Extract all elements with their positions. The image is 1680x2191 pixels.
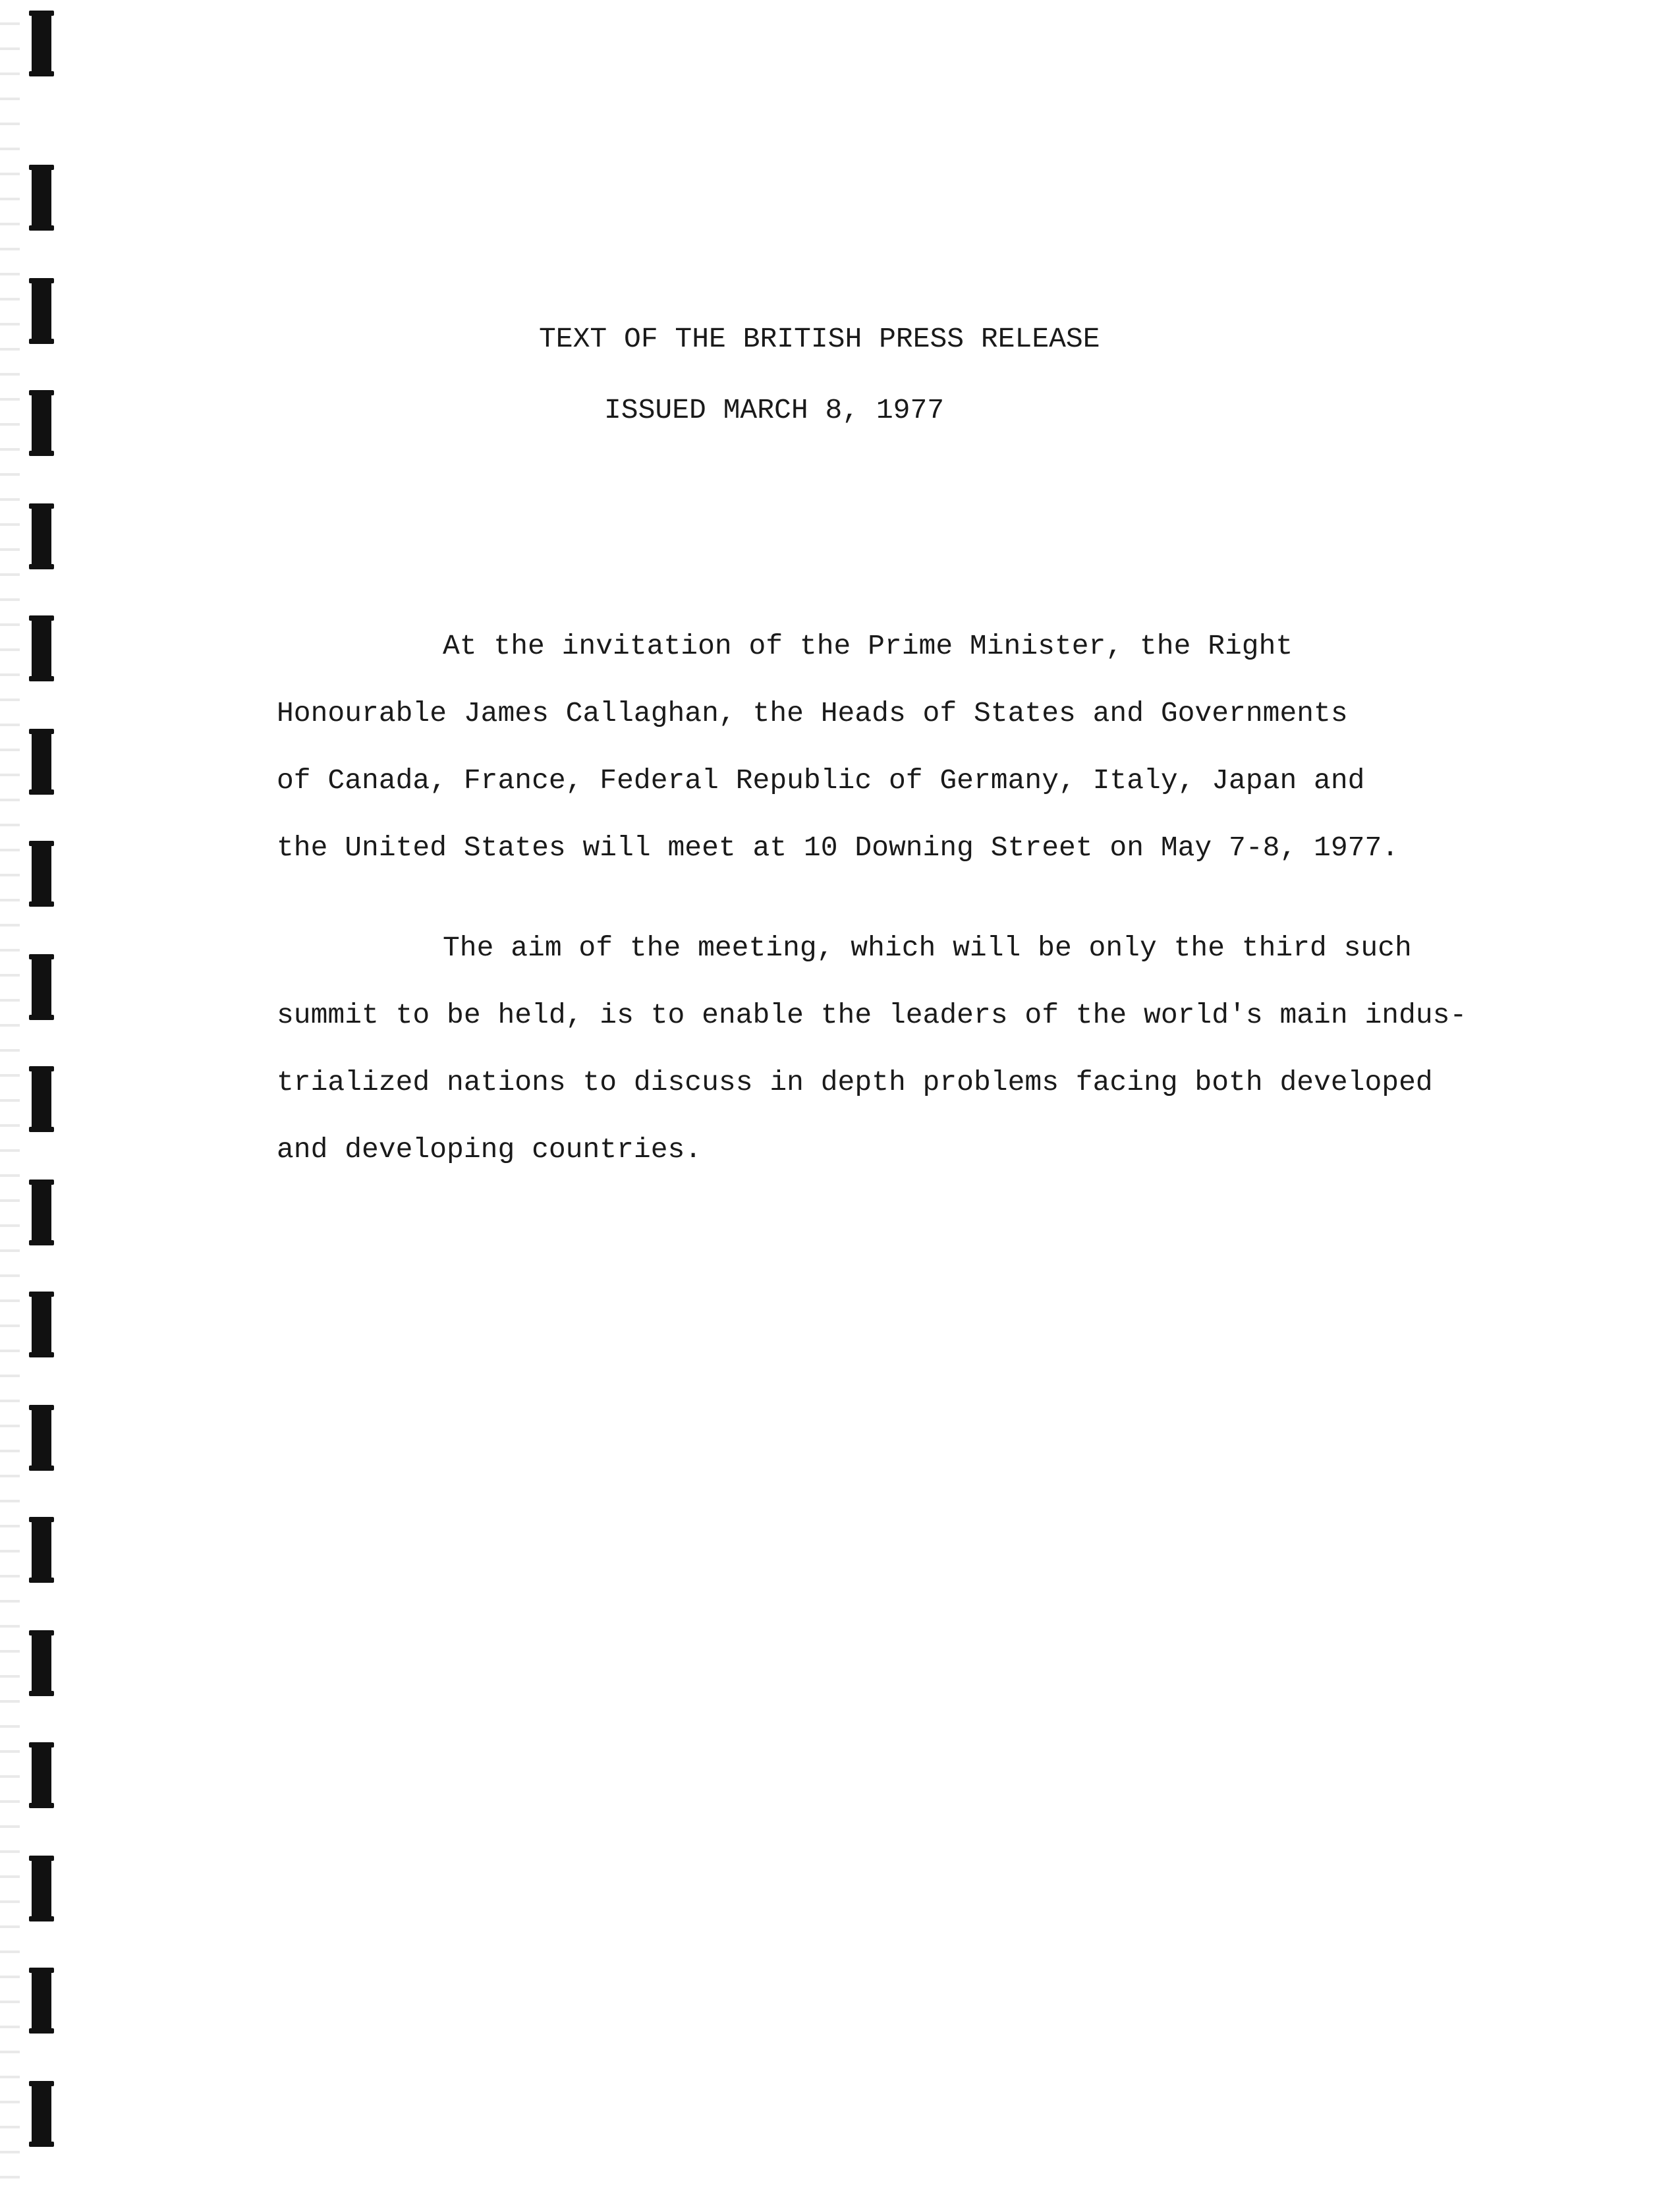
binder-mark [32, 278, 51, 344]
binder-mark [32, 165, 51, 231]
binder-mark [32, 390, 51, 456]
paragraph-line: the United States will meet at 10 Downing Street on May 7-8, 1977. [277, 832, 1399, 864]
paragraph-line: and developing countries. [277, 1133, 702, 1166]
binder-mark [32, 954, 51, 1020]
paragraph-line: of Canada, France, Federal Republic of Germany, Italy, Japan and [277, 764, 1365, 797]
paragraph-line: At the invitation of the Prime Minister, the Right [443, 630, 1293, 662]
binder-mark [32, 1066, 51, 1132]
paragraph-line: The aim of the meeting, which will be only the third such [443, 932, 1412, 964]
binder-mark [32, 615, 51, 681]
binder-mark [32, 729, 51, 795]
binder-mark [32, 1405, 51, 1471]
binder-mark [32, 1180, 51, 1245]
binder-mark [32, 1968, 51, 2034]
binder-mark [32, 1517, 51, 1583]
paragraph-line: trialized nations to discuss in depth problems facing both developed [277, 1066, 1433, 1098]
issue-date: ISSUED MARCH 8, 1977 [604, 394, 945, 426]
binder-mark [32, 1856, 51, 1921]
paragraph-2 [277, 915, 1467, 1183]
document-title: TEXT OF THE BRITISH PRESS RELEASE [539, 323, 1100, 355]
paragraph-1 [277, 613, 1449, 882]
binder-mark [32, 1292, 51, 1357]
binder-mark [32, 1742, 51, 1808]
binder-mark [32, 503, 51, 569]
paragraph-line: summit to be held, is to enable the leaders of the world's main indus- [277, 999, 1467, 1031]
binder-punch-marks [32, 0, 58, 2191]
binder-mark [32, 841, 51, 907]
paragraph-line: Honourable James Callaghan, the Heads of States and Governments [277, 697, 1348, 729]
binder-mark [32, 11, 51, 76]
binder-mark [32, 1630, 51, 1696]
page-edge-texture [0, 0, 20, 2191]
binder-mark [32, 2081, 51, 2147]
